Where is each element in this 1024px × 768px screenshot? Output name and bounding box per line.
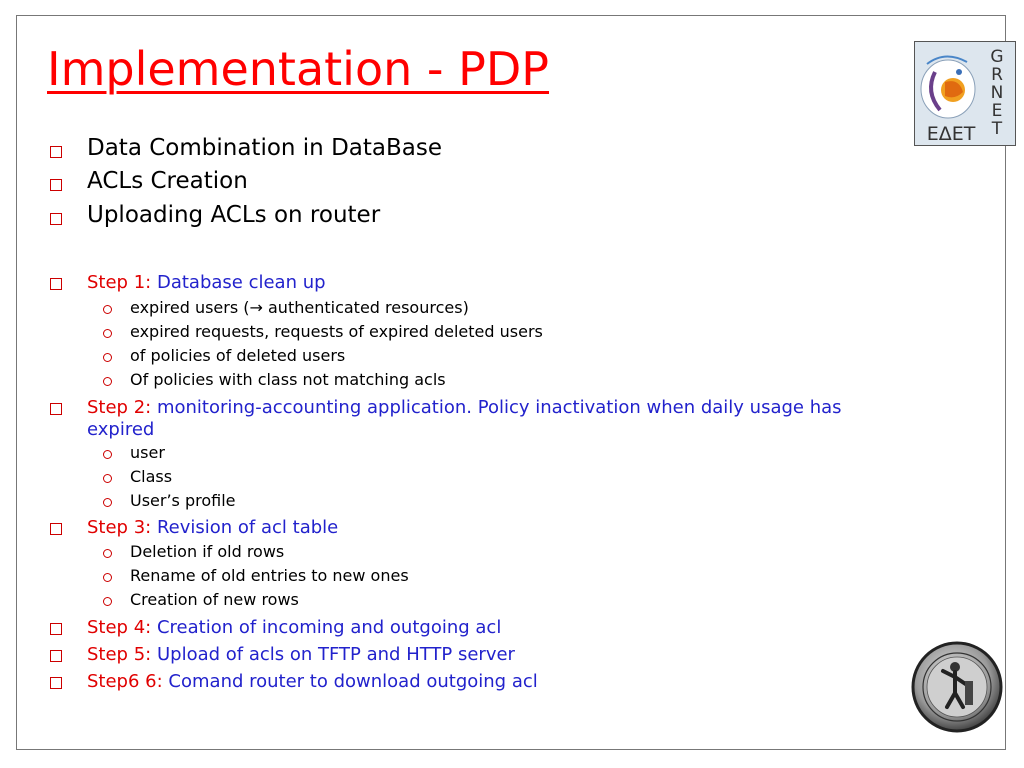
square-bullet-icon	[50, 278, 62, 290]
square-bullet-icon	[50, 179, 62, 191]
square-bullet-icon	[50, 146, 62, 158]
logo-letter-g: G	[990, 47, 1004, 67]
main-bullet-1: Data Combination in DataBase	[87, 135, 442, 161]
square-bullet-icon	[50, 623, 62, 635]
main-bullet-2: ACLs Creation	[87, 168, 248, 194]
step-label: Step 5:	[87, 644, 152, 665]
logo-letter-e: E	[991, 101, 1003, 121]
sub-item: Deletion if old rows	[130, 542, 285, 561]
square-bullet-icon	[50, 677, 62, 689]
step-3	[87, 517, 338, 538]
circle-bullet-icon	[103, 573, 112, 582]
square-bullet-icon	[50, 523, 62, 535]
circle-bullet-icon	[103, 549, 112, 558]
step-2	[87, 397, 842, 418]
step-label: Step6 6:	[87, 671, 163, 692]
slide-content	[17, 16, 1007, 751]
step-5	[87, 644, 515, 665]
page-title: Implementation - PDP	[47, 42, 550, 96]
step-text: Comand router to download outgoing acl	[168, 671, 538, 692]
circle-bullet-icon	[103, 474, 112, 483]
square-bullet-icon	[50, 403, 62, 415]
square-bullet-icon	[50, 650, 62, 662]
circle-bullet-icon	[103, 377, 112, 386]
sub-item: User’s profile	[130, 491, 236, 510]
circle-bullet-icon	[103, 305, 112, 314]
sub-item: Class	[130, 467, 173, 486]
step-6	[87, 671, 538, 692]
logo-bottom-text: ΕΔΕΤ	[926, 123, 976, 145]
step-2-continued: expired	[87, 419, 155, 440]
slide	[16, 15, 1006, 750]
step-label: Step 1:	[87, 272, 152, 293]
circle-bullet-icon	[103, 498, 112, 507]
logo-letter-r: R	[991, 65, 1003, 85]
circle-bullet-icon	[103, 450, 112, 459]
sub-item: Creation of new rows	[130, 590, 299, 609]
logo-letter-n: N	[990, 83, 1004, 103]
circle-bullet-icon	[103, 329, 112, 338]
main-bullet-3: Uploading ACLs on router	[87, 202, 381, 228]
logo-letter-t: T	[991, 119, 1003, 139]
circle-bullet-icon	[103, 353, 112, 362]
circle-bullet-icon	[103, 597, 112, 606]
step-label: Step 3:	[87, 517, 152, 538]
sub-item: Rename of old entries to new ones	[130, 566, 409, 585]
step-text: Revision of acl table	[156, 517, 339, 538]
step-text: Database clean up	[156, 272, 326, 293]
step-4	[87, 617, 501, 638]
step-text: Upload of acls on TFTP and HTTP server	[156, 644, 515, 665]
sub-item: of policies of deleted users	[130, 346, 346, 365]
step-label: Step 4:	[87, 617, 152, 638]
sub-item: expired users (→ authenticated resources)	[130, 298, 469, 317]
step-1	[87, 272, 326, 293]
sub-item: Of policies with class not matching acls	[130, 370, 446, 389]
step-text: monitoring-accounting application. Policy inactivation when daily usage has	[156, 397, 842, 418]
sub-item: user	[130, 443, 165, 462]
step-text: Creation of incoming and outgoing acl	[156, 617, 502, 638]
square-bullet-icon	[50, 213, 62, 225]
step-label: Step 2:	[87, 397, 152, 418]
sub-item: expired requests, requests of expired deleted users	[130, 322, 543, 341]
